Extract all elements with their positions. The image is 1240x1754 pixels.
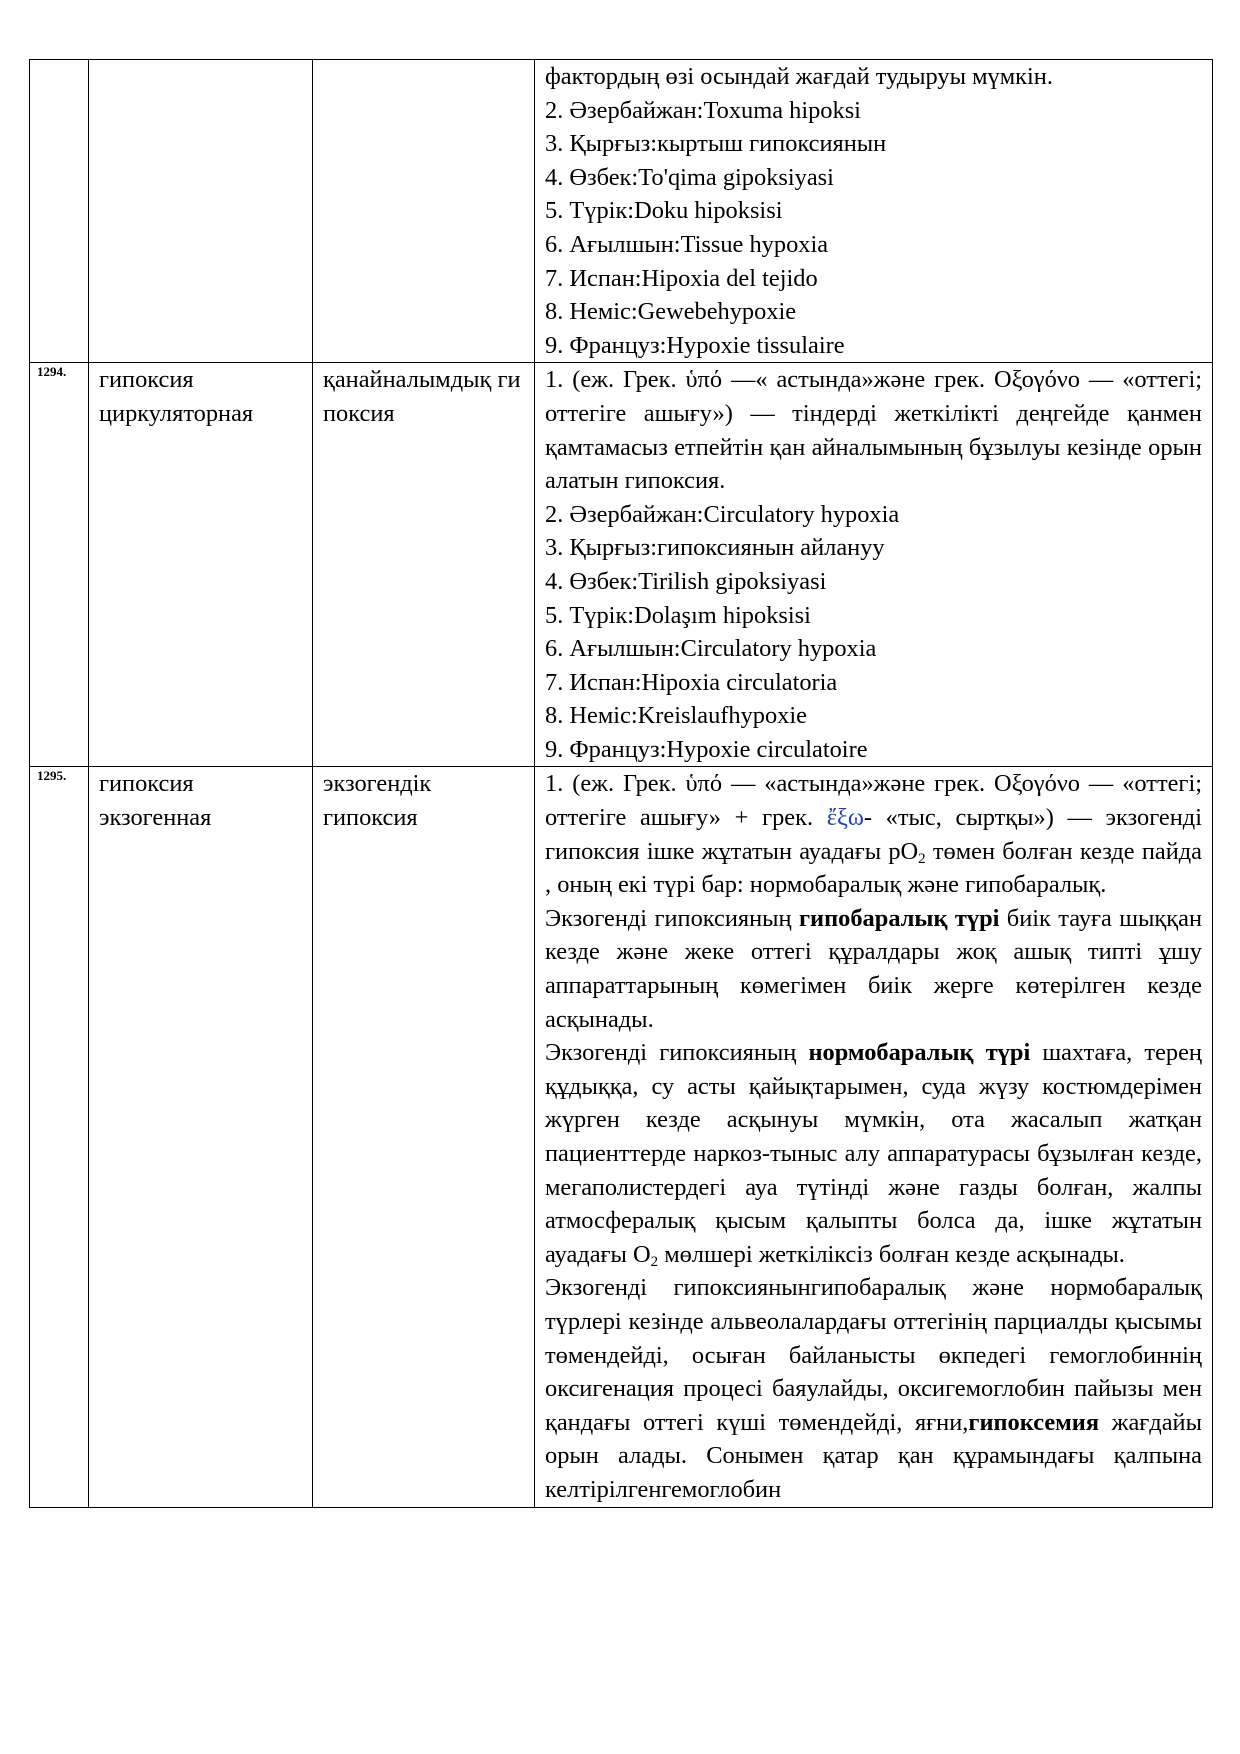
translation-line: 8. Неміс:Gewebehypoxie	[545, 298, 797, 326]
translation-line: 5. Түрік:Dolaşım hipoksisi	[545, 601, 811, 629]
translation-line: 6. Ағылшын:Tissue hypoxia	[545, 230, 829, 258]
entry-number: 1295.	[30, 767, 89, 1507]
greek-term-link[interactable]: ἔξω	[826, 804, 864, 832]
paragraph-text: биік тауға шыққан кезде және жеке оттегі құралдары жоқ ашық типті ұшу аппараттарының көмегімен биік жерге көтерілген кезде асқынады.	[545, 904, 1202, 1033]
bold-term: гипобаралық түрі	[798, 904, 1000, 932]
bold-term: нормобаралық түрі	[808, 1039, 1031, 1067]
kazakh-term: экзогендік гипоксия	[313, 767, 535, 1507]
table-row	[30, 363, 1213, 767]
translation-line: 4. Өзбек:To'qima gipoksiyasi	[545, 163, 834, 191]
definition-text: 1. (еж. Грек. ὑπό —« астында»және грек. Οξογόνο — «оттегі; оттегіге ашығу») — тіндерді жеткілікті деңгейде қанмен қамтамасыз етпейтін қан айналымының бұзылуы кезінде орын алатын гипоксия.	[545, 366, 1202, 495]
paragraph-text: Экзогенді гипоксияның	[545, 904, 799, 932]
translation-line: 2. Әзербайжан:Circulatory hypoxia	[545, 500, 900, 528]
definition-text	[545, 767, 1202, 901]
paragraph-hypoxemia	[545, 1271, 1202, 1506]
translation-line: 7. Испан:Hipoxia circulatoria	[545, 668, 838, 696]
subscript: 2	[650, 1253, 659, 1270]
translation-line: 9. Француз:Hypoxie tissulaire	[545, 331, 845, 359]
translation-line: 6. Ағылшын:Circulatory hypoxia	[545, 635, 877, 663]
bold-term: гипоксемия	[968, 1408, 1100, 1436]
translation-line: 5. Түрік:Doku hipoksisi	[545, 197, 783, 225]
translation-line: 3. Қырғыз:гипоксиянын айлануу	[545, 534, 885, 562]
table-row	[30, 767, 1213, 1507]
paragraph-normobaric	[545, 1036, 1202, 1271]
terms-table	[29, 59, 1213, 1508]
entry-number	[30, 60, 89, 363]
kazakh-term: қанайналымдық гипоксия	[313, 363, 535, 767]
russian-term: гипоксия экзогенная	[89, 767, 313, 1507]
russian-term: гипоксия циркуляторная	[89, 363, 313, 767]
paragraph-text: Экзогенді гипоксияның	[545, 1039, 809, 1067]
definition-cell	[535, 767, 1213, 1507]
paragraph-text: Экзогенді гипоксиянынгипобаралық және нормобаралық түрлері кезінде альвеолалардағы оттегінің парциалды қысымы төмендейді, осыған байланысты өкпедегі гемоглобиннің оксигенация процесі баяулайды, оксигемоглобин пайызы мен қандағы оттегі күші төмендейді, яғни,	[545, 1274, 1202, 1436]
definition-intro: 1. (еж. Грек. ὑπό — «астында»және грек. Οξογόνο — «оттегі; оттегіге ашығу» + грек.	[545, 770, 1202, 832]
paragraph-text: шахтаға, терең құдыққа, су асты қайықтарымен, суда жүзу костюмдерімен жүрген кезде асқынуы мүмкін, ота жасалып жатқан пациенттерде наркоз-тыныс алу аппаратурасы бұзылған кезде, мегаполистердегі ауа түтінді және газды болған, жалпы атмосфералық қысым қалыпты болса да, ішке жұтатын ауадағы О	[545, 1039, 1202, 1268]
translation-line: 2. Әзербайжан:Toxuma hipoksi	[545, 96, 861, 124]
table-row	[30, 60, 1213, 363]
translation-line: 4. Өзбек:Tirilish gipoksiyasi	[545, 567, 827, 595]
translation-line: 7. Испан:Hipoxia del tejido	[545, 264, 818, 292]
paragraph-hypobaric	[545, 902, 1202, 1036]
translation-line: 8. Неміс:Kreislaufhypoxie	[545, 702, 807, 730]
definition-cell	[535, 363, 1213, 767]
definition-cell	[535, 60, 1213, 363]
translation-line: 9. Француз:Hypoxie circulatoire	[545, 735, 868, 763]
entry-number: 1294.	[30, 363, 89, 767]
definition-text: фактордың өзі осындай жағдай тудыруы мүмкін.	[545, 63, 1053, 90]
kazakh-term	[313, 60, 535, 363]
definition-part: - «тыс, сыртқы») — экзогенді гипоксия ішке жұтатын ауадағы pO	[545, 804, 1202, 865]
subscript: 2	[918, 850, 926, 867]
translation-line: 3. Қырғыз:кыртыш гипоксиянын	[545, 130, 887, 158]
definition-part: төмен болған кезде пайда , оның екі түрі бар: нормобаралық және гипобаралық.	[545, 837, 1203, 899]
russian-term	[89, 60, 313, 363]
paragraph-text: мөлшері жеткіліксіз болған кезде асқынады.	[658, 1240, 1125, 1268]
paragraph-text: жағдайы орын алады. Сонымен қатар қан құрамындағы қалпына келтірілгенгемоглобин	[545, 1408, 1202, 1503]
